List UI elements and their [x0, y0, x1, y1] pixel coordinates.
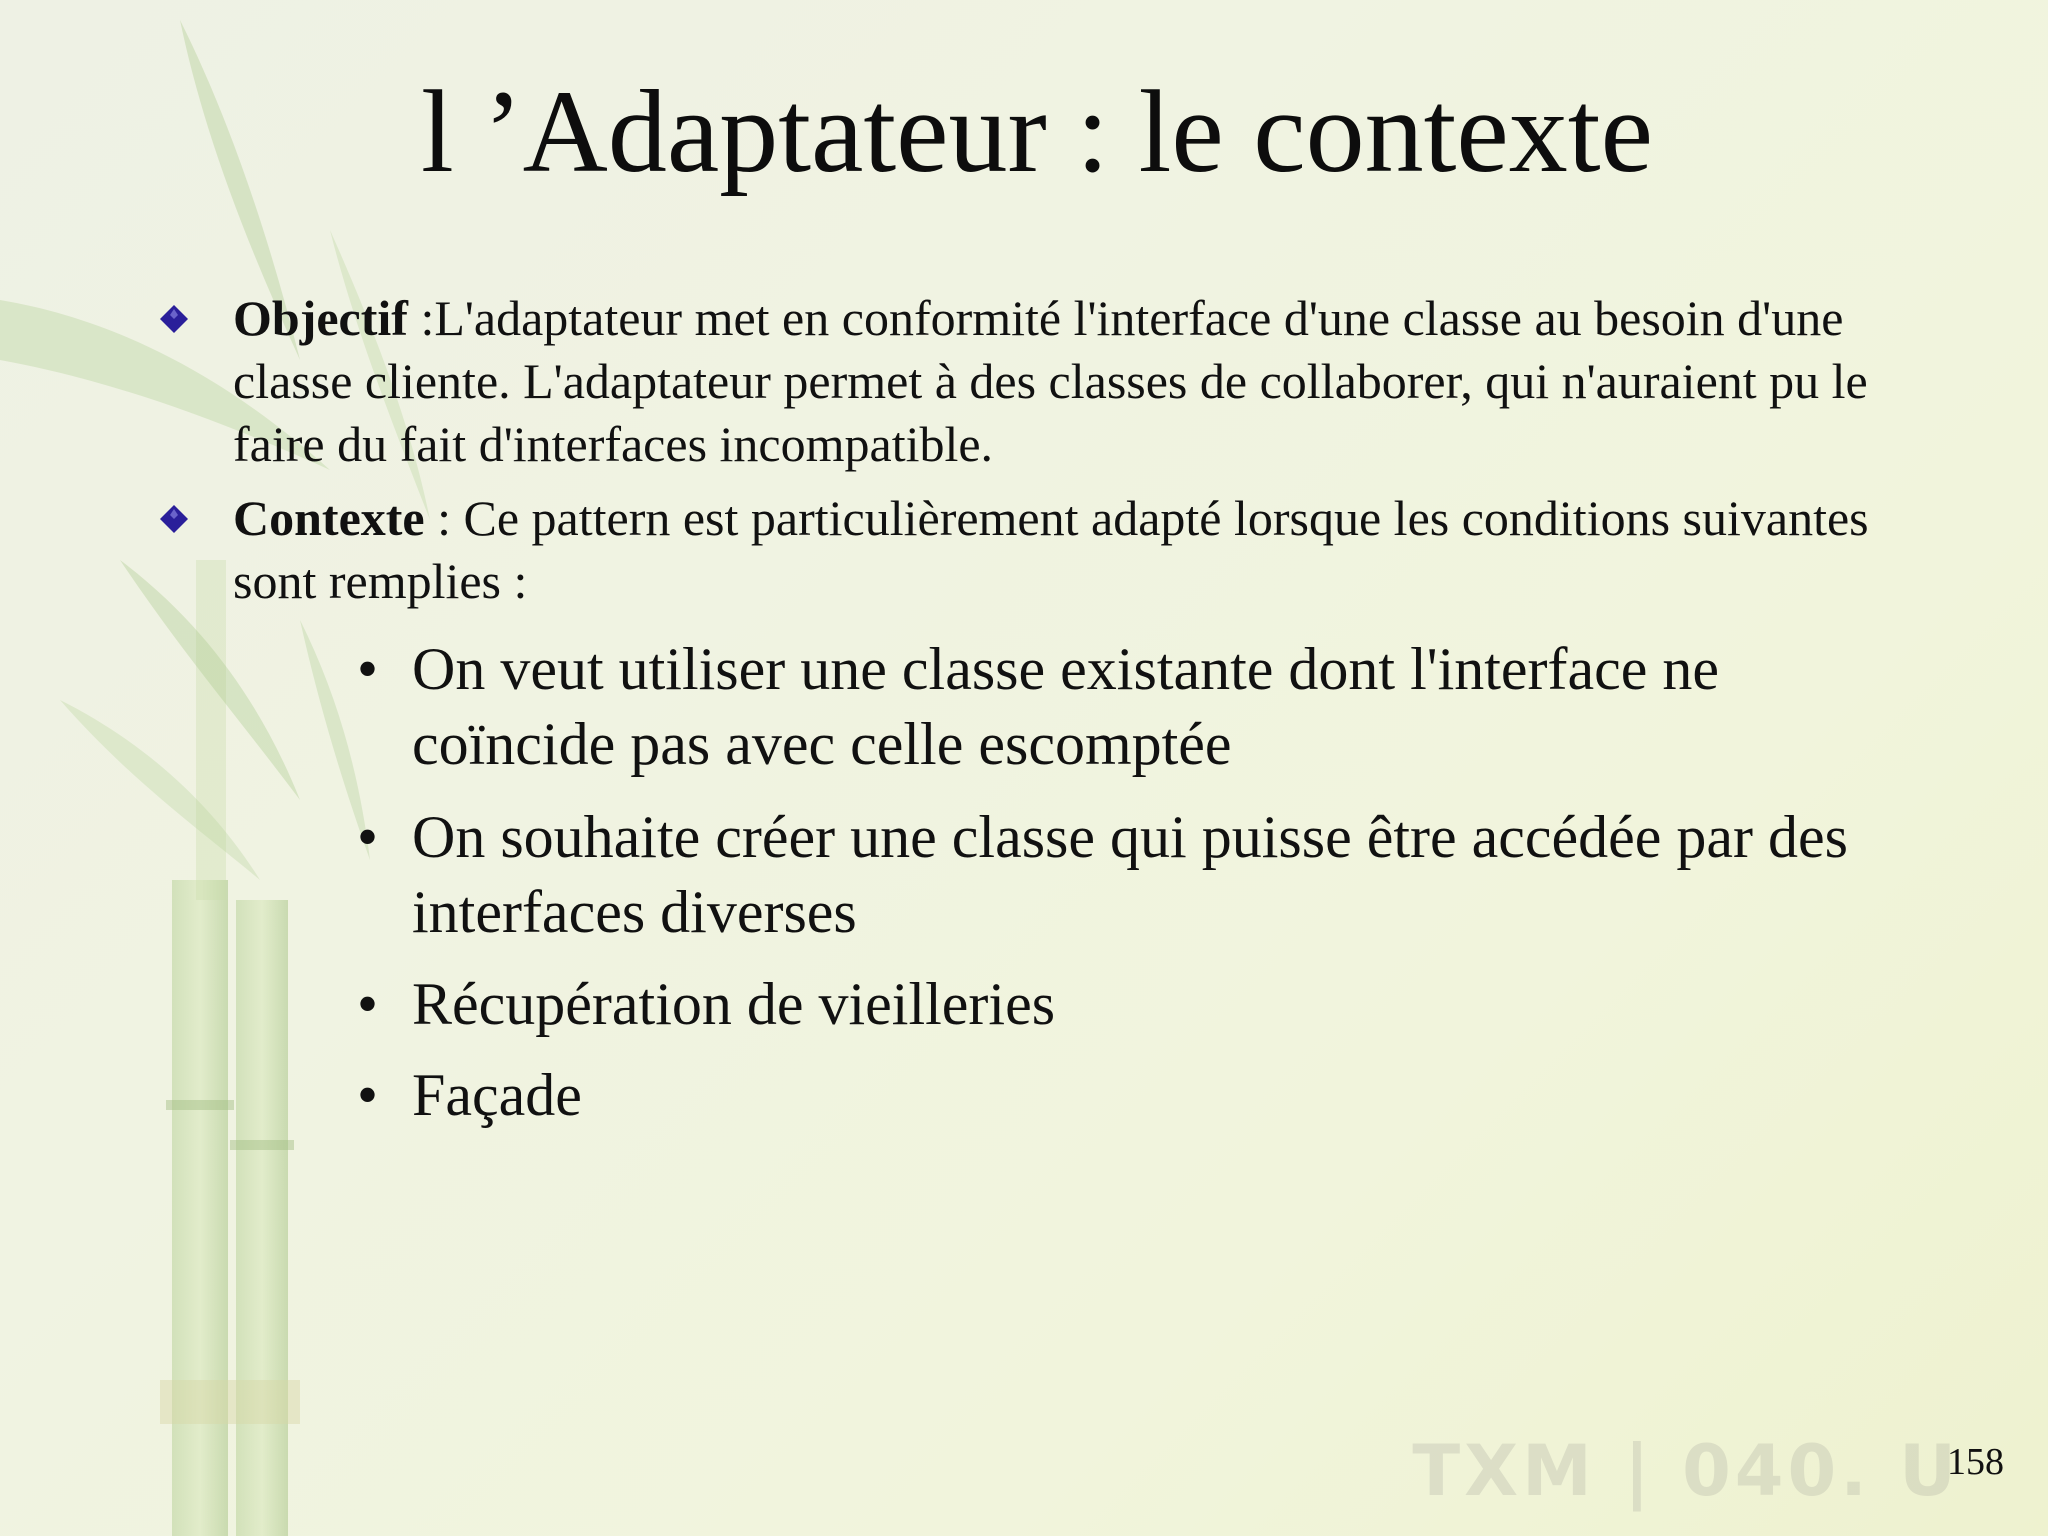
bullet-contexte	[160, 487, 1900, 613]
page-number: 158	[1947, 1441, 2004, 1483]
bullet-objectif-label: Objectif	[233, 290, 408, 346]
bullet-objectif	[160, 287, 1900, 476]
bullet-objectif-body: :L'adaptateur met en conformité l'interface d'une classe au besoin d'une classe cliente. L'adaptateur permet à des classes de collaborer, qui n'auraient pu le faire du fait d'interfaces incompatible.	[233, 290, 1868, 472]
sub-bullet-item	[357, 967, 1917, 1042]
bullet-contexte-text	[233, 487, 1900, 613]
bullet-contexte-label: Contexte	[233, 490, 425, 546]
sub-bullet-item	[357, 1058, 1917, 1133]
sub-bullet-text: Récupération de vieilleries	[412, 971, 1056, 1037]
bullet-dot-icon: •	[357, 1062, 379, 1128]
sub-bullet-item	[357, 800, 1917, 950]
sub-bullet-text: On souhaite créer une classe qui puisse être accédée par des interfaces diverses	[412, 804, 1848, 945]
sub-bullet-text: On veut utiliser une classe existante dont l'interface ne coïncide pas avec celle escomptée	[412, 636, 1720, 777]
slide-title: l ’Adaptateur : le contexte	[421, 66, 1653, 197]
watermark: TXM | 040. U	[1412, 1430, 1960, 1512]
bullet-dot-icon: •	[357, 971, 379, 1037]
sub-bullet-item	[357, 632, 1917, 782]
sub-bullet-text: Façade	[412, 1062, 582, 1128]
bullet-contexte-body: : Ce pattern est particulièrement adapté lorsque les conditions suivantes sont remplies :	[233, 490, 1869, 609]
bullet-dot-icon: •	[357, 636, 379, 702]
diamond-bullet-icon	[160, 505, 188, 533]
bullet-dot-icon: •	[357, 804, 379, 870]
bullet-objectif-text	[233, 287, 1900, 476]
diamond-bullet-icon	[160, 305, 188, 333]
